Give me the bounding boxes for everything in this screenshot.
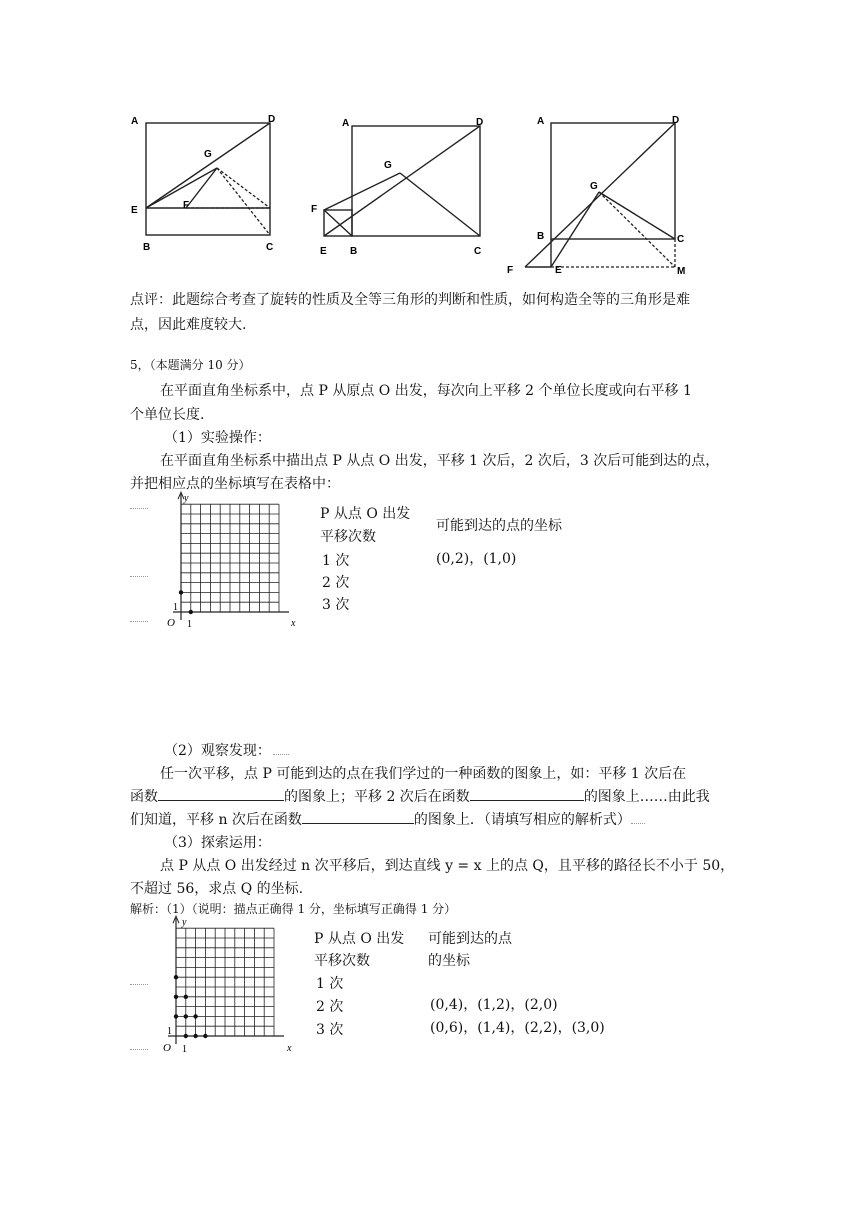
grid1-y-label: y bbox=[184, 493, 189, 504]
table1-header-col1-b: 平移次数 bbox=[320, 529, 376, 545]
question-intro-1: 在平面直角坐标系中，点 P 从原点 O 出发，每次向上平移 2 个单位长度或向右平移 1 bbox=[160, 383, 692, 399]
fig3-label-g: G bbox=[590, 181, 598, 192]
fig2-label-g: G bbox=[384, 160, 392, 171]
comment-line-1: 点评：此题综合考查了旋转的性质及全等三角形的判断和性质，如何构造全等的三角形是难 bbox=[130, 292, 690, 308]
fig2-label-f: F bbox=[311, 204, 318, 215]
table1-row-1: 1 次 bbox=[322, 553, 350, 569]
grid2-origin-label: O bbox=[163, 1042, 171, 1054]
fig2-label-b: B bbox=[350, 246, 358, 257]
blank-3[interactable] bbox=[302, 809, 414, 824]
plotted-point bbox=[179, 590, 183, 594]
question-header: 5，（本题满分 10 分） bbox=[130, 358, 251, 372]
coordinate-grid-1 bbox=[160, 490, 310, 630]
solution-line: 解析：（1）（说明：描点正确得 1 分，坐标填写正确得 1 分） bbox=[130, 902, 457, 916]
fig3-label-d: D bbox=[672, 115, 680, 126]
fig3-label-e: E bbox=[555, 265, 562, 276]
part1-line-1: 在平面直角坐标系中描出点 P 从点 O 出发，平移 1 次后，2 次后，3 次后可能到达的点， bbox=[160, 453, 720, 469]
table1-header-col2: 可能到达的点的坐标 bbox=[436, 518, 562, 534]
part2-line-3 bbox=[130, 809, 645, 829]
fig3-label-b: B bbox=[537, 231, 545, 242]
grid1-x-one: 1 bbox=[187, 619, 192, 630]
table2-header-col1-a: P 从点 O 出发 bbox=[314, 931, 405, 947]
fig3-label-f: F bbox=[507, 265, 514, 276]
fig1-label-c: C bbox=[266, 242, 274, 253]
plotted-point bbox=[203, 1034, 207, 1038]
part2-title-text: （2）观察发现： bbox=[164, 743, 271, 759]
blank-1[interactable] bbox=[158, 786, 284, 801]
fig1-label-d: D bbox=[268, 114, 276, 125]
grid2-x-one: 1 bbox=[182, 1044, 187, 1054]
grid2-x-label: x bbox=[287, 1043, 292, 1054]
fig1-label-e: E bbox=[131, 205, 138, 216]
fig3-label-m: M bbox=[677, 266, 686, 277]
fig2-label-c: C bbox=[474, 246, 482, 257]
fig3-label-a: A bbox=[537, 116, 545, 127]
plotted-point bbox=[174, 975, 178, 979]
fig1-label-f: F bbox=[183, 200, 190, 211]
part1-title: （1）实验操作： bbox=[164, 430, 271, 446]
part2-l3b: 的图象上．（请填写相应的解析式） bbox=[413, 812, 631, 828]
figure-2 bbox=[310, 110, 495, 260]
blank-2[interactable] bbox=[470, 786, 584, 801]
fig2-label-d: D bbox=[476, 117, 484, 128]
table2-header-col2-a: 可能到达的点 bbox=[428, 931, 512, 947]
fig2-label-e: E bbox=[320, 246, 327, 257]
part3-line-2: 不超过 56，求点 Q 的坐标. bbox=[130, 881, 304, 897]
part2-l3a: 们知道，平移 n 次后在函数 bbox=[130, 812, 302, 828]
part2-line-1: 任一次平移，点 P 可能到达的点在我们学过的一种函数的图象上，如：平移 1 次后在 bbox=[160, 766, 687, 782]
grid1-x-label: x bbox=[291, 618, 296, 629]
part3-line-1: 点 P 从点 O 出发经过 n 次平移后，到达直线 y = x 上的点 Q，且平移的路径长不小于 50， bbox=[160, 858, 735, 874]
plotted-point bbox=[184, 1034, 188, 1038]
part2-line-2 bbox=[130, 786, 710, 806]
plotted-point bbox=[189, 610, 193, 614]
figure-1 bbox=[128, 110, 288, 260]
part2-l2c: 的图象上……由此我 bbox=[583, 789, 710, 805]
plotted-point bbox=[174, 995, 178, 999]
grid1-y-one: 1 bbox=[173, 602, 178, 613]
part2-l2a: 函数 bbox=[130, 789, 158, 805]
table2-header-col2-b: 的坐标 bbox=[428, 953, 470, 969]
fig1-label-g: G bbox=[204, 149, 212, 160]
fig1-label-b: B bbox=[143, 242, 151, 253]
part2-l2b: 的图象上；平移 2 次后在函数 bbox=[284, 789, 470, 805]
plotted-point bbox=[193, 1034, 197, 1038]
table2-row-3: 3 次 bbox=[316, 1022, 344, 1038]
figure-3 bbox=[505, 110, 705, 280]
grid2-y-label: y bbox=[182, 917, 187, 928]
table2-row-2-value: (0,4)，(1,2)，(2,0) bbox=[430, 997, 558, 1013]
plotted-point bbox=[184, 995, 188, 999]
table1-row-3: 3 次 bbox=[322, 597, 350, 613]
table2-row-2: 2 次 bbox=[316, 999, 344, 1015]
fig1-label-a: A bbox=[131, 116, 139, 127]
plotted-point bbox=[184, 1014, 188, 1018]
table2-row-1: 1 次 bbox=[316, 976, 344, 992]
part2-title bbox=[164, 740, 289, 760]
comment-line-2: 点，因此难度较大. bbox=[130, 317, 247, 333]
part1-line-2: 并把相应点的坐标填写在表格中： bbox=[130, 476, 340, 492]
question-intro-2: 个单位长度. bbox=[130, 407, 205, 423]
part3-title: （3）探索运用： bbox=[164, 835, 271, 851]
plotted-point bbox=[193, 1014, 197, 1018]
grid1-origin-label: O bbox=[167, 617, 175, 629]
table1-header-col1-a: P 从点 O 出发 bbox=[320, 506, 411, 522]
coordinate-grid-2 bbox=[160, 914, 310, 1054]
fig3-label-c: C bbox=[677, 234, 685, 245]
plotted-point bbox=[174, 1014, 178, 1018]
table2-header-col1-b: 平移次数 bbox=[314, 953, 370, 969]
table1-row-2: 2 次 bbox=[322, 575, 350, 591]
fig2-label-a: A bbox=[342, 118, 350, 129]
table1-row-1-value: (0,2)，(1,0) bbox=[436, 551, 517, 567]
table2-row-3-value: (0,6)，(1,4)，(2,2)，(3,0) bbox=[430, 1020, 605, 1036]
grid2-y-one: 1 bbox=[167, 1026, 172, 1037]
